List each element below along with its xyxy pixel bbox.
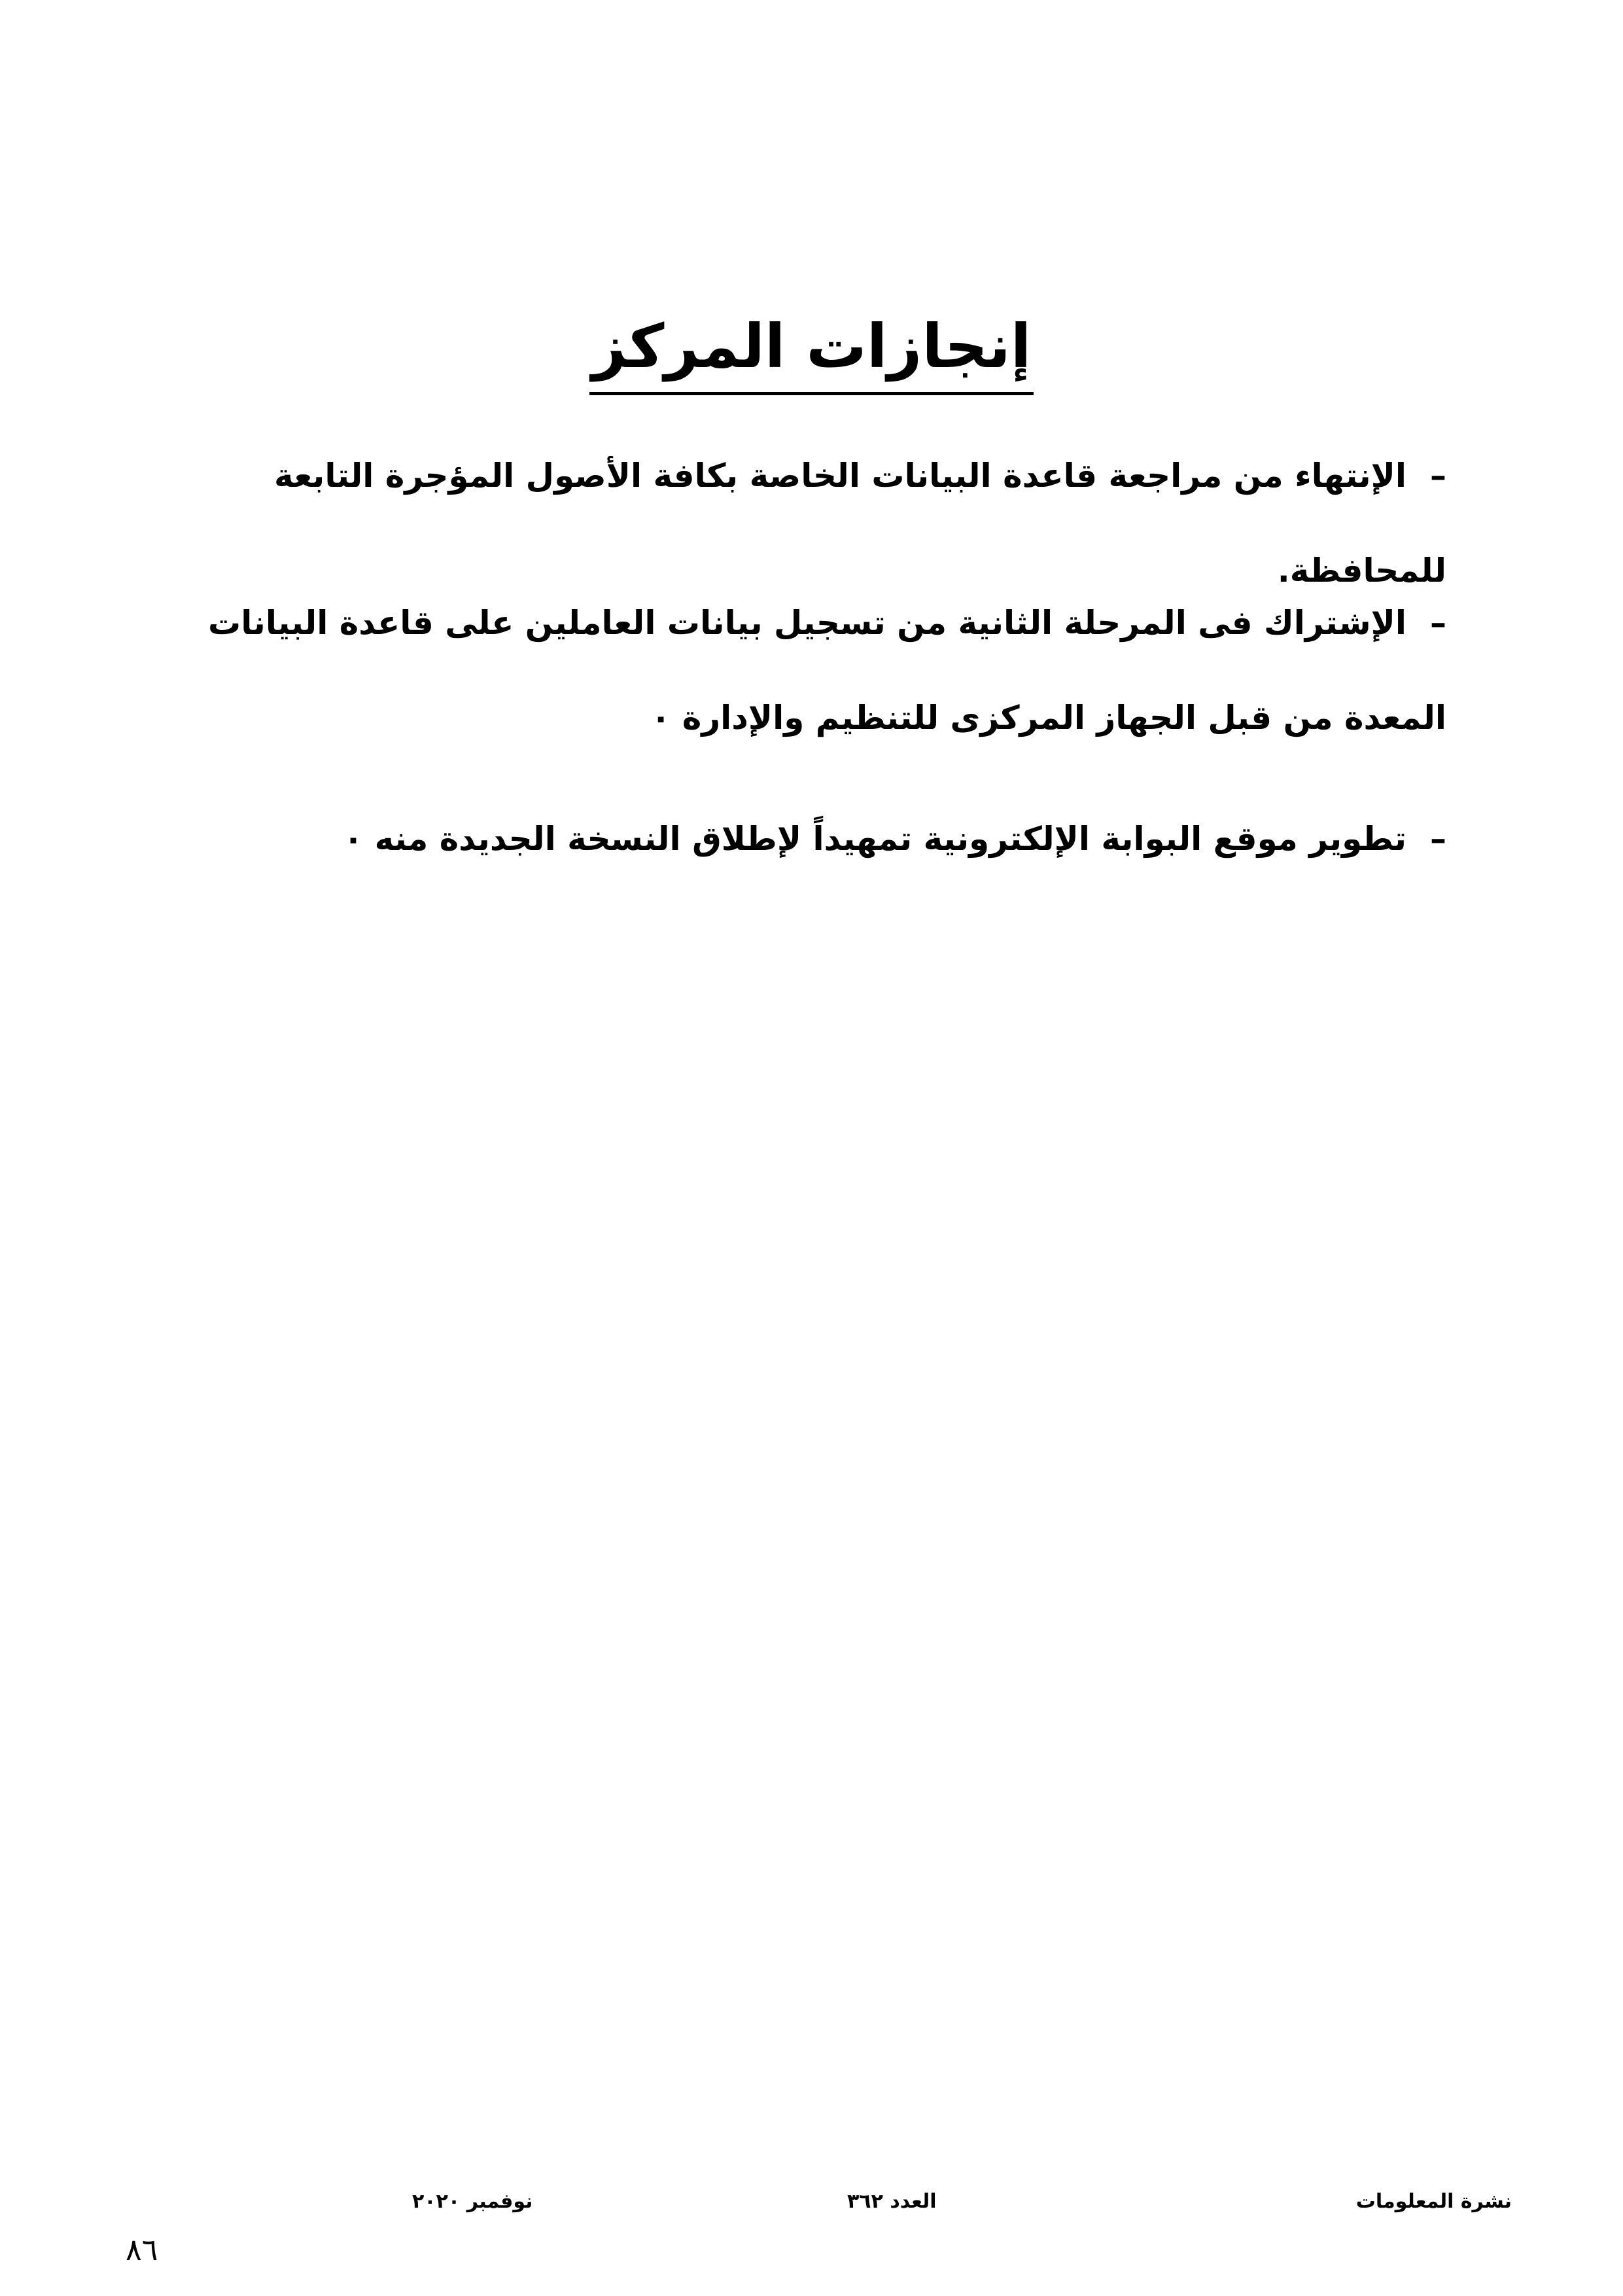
list-item-text: الإشتراك فى المرحلة الثانية من تسجيل بيانات العاملين على قاعدة البيانات المعدة من قبل الجهاز المركزى للتنظيم والإدارة ٠ <box>208 604 1446 737</box>
page-title <box>0 298 1623 396</box>
bullet-dash: – <box>1430 820 1446 858</box>
footer-date: نوفمبر ٢٠٢٠ <box>412 2190 533 2213</box>
bullet-dash: – <box>1430 604 1446 642</box>
footer-issue-number: العدد ٣٦٢ <box>847 2190 937 2213</box>
page-title-text: إنجازات المركز <box>589 304 1034 395</box>
list-item-text: الإنتهاء من مراجعة قاعدة البيانات الخاصة بكافة الأصول المؤجرة التابعة للمحافظة. <box>274 457 1446 590</box>
footer-publication-name: نشرة المعلومات <box>1355 2190 1512 2213</box>
list-item <box>151 576 1446 766</box>
page-number: ٨٦ <box>126 2232 158 2267</box>
list-item-text: تطوير موقع البوابة الإلكترونية تمهيداً لإطلاق النسخة الجديدة منه ٠ <box>343 820 1406 858</box>
list-item <box>151 792 1446 887</box>
bullet-dash: – <box>1430 457 1446 495</box>
